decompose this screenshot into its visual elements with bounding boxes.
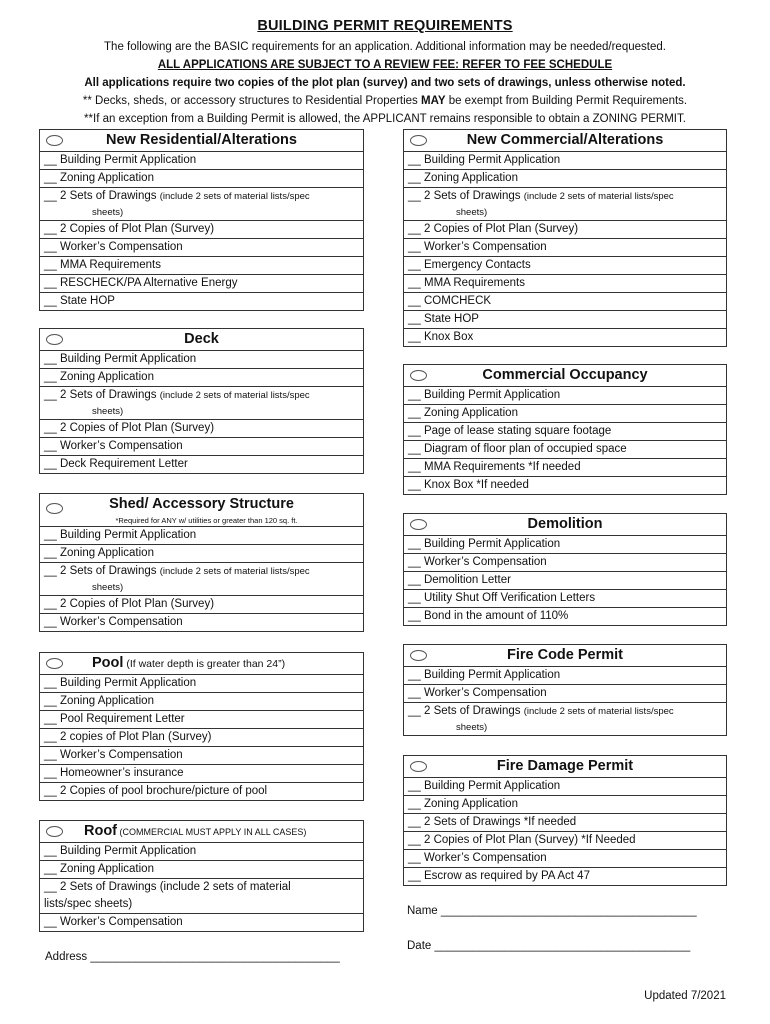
- list-item: __ Worker’s Compensation: [44, 616, 183, 628]
- address-field[interactable]: Address _______________________________________: [45, 951, 340, 963]
- list-item: __ 2 Copies of Plot Plan (Survey): [404, 221, 726, 239]
- box-title: Fire Damage Permit: [496, 758, 634, 774]
- list-item: __ Pool Requirement Letter: [40, 711, 363, 729]
- list-item: __ State HOP: [404, 311, 726, 329]
- zoning-notice: **If an exception from a Building Permit is allowed, the APPLICANT remains responsible to obtain a ZONING PERMIT.: [84, 113, 686, 125]
- list-item: __ Zoning Application: [404, 170, 726, 188]
- box-title: Fire Code Permit: [506, 647, 624, 663]
- box-header: [40, 329, 363, 351]
- item-text: __ 2 Sets of Drawings: [408, 190, 524, 202]
- item-note-cont: sheets): [456, 722, 488, 733]
- fire-code-box: [403, 644, 727, 736]
- list-item: __ Escrow as required by PA Act 47: [408, 870, 590, 882]
- item-text: __ 2 Sets of Drawings: [44, 389, 160, 401]
- list-item: __ Zoning Application: [404, 796, 726, 814]
- list-item: __ Zoning Application: [40, 693, 363, 711]
- list-item: [40, 563, 363, 596]
- list-item: __ Building Permit Application: [404, 667, 726, 685]
- list-item: __ 2 Copies of Plot Plan (Survey): [40, 221, 363, 239]
- item-text: __ 2 Sets of Drawings: [44, 190, 160, 202]
- item-note-cont: sheets): [92, 582, 124, 593]
- item-text: __ 2 Sets of Drawings: [408, 705, 524, 717]
- list-item: __ Homeowner’s insurance: [40, 765, 363, 783]
- box-title: New Residential/Alterations: [106, 132, 297, 148]
- list-item: __ 2 Copies of Plot Plan (Survey): [40, 596, 363, 614]
- exemption-text-a: ** Decks, sheds, or accessory structures to Residential Properties: [82, 95, 421, 107]
- box-title: Shed/ Accessory Structure: [109, 496, 294, 512]
- checkbox-oval[interactable]: [46, 826, 63, 837]
- list-item: __ COMCHECK: [404, 293, 726, 311]
- box-header: [40, 494, 363, 515]
- item-note: (include 2 sets of material lists/spec: [523, 191, 674, 202]
- item-note-cont: sheets): [92, 406, 124, 417]
- item-note-cont: sheets): [92, 207, 124, 218]
- list-item: __ 2 copies of Plot Plan (Survey): [40, 729, 363, 747]
- list-item: __ 2 Copies of pool brochure/picture of pool: [44, 785, 268, 797]
- list-item: __ Building Permit Application: [40, 843, 363, 861]
- plot-plan-notice: All applications require two copies of the plot plan (survey) and two sets of drawings, unless otherwise noted.: [84, 77, 686, 89]
- new-residential-box: [39, 129, 364, 311]
- list-item: __ Zoning Application: [40, 170, 363, 188]
- item-text: __ 2 Sets of Drawings (include 2 sets of material: [44, 881, 291, 893]
- list-item: __ Deck Requirement Letter: [44, 458, 188, 470]
- item-note: (include 2 sets of material lists/spec: [159, 390, 310, 401]
- list-item: __ RESCHECK/PA Alternative Energy: [40, 275, 363, 293]
- list-item: __ Building Permit Application: [404, 778, 726, 796]
- list-item: __ 2 Sets of Drawings *If needed: [404, 814, 726, 832]
- roof-title-suffix: (COMMERCIAL MUST APPLY IN ALL CASES): [117, 827, 307, 837]
- list-item: __ Worker’s Compensation: [40, 438, 363, 456]
- date-field[interactable]: Date ________________________________________: [407, 940, 691, 952]
- box-header: [40, 653, 363, 675]
- list-item: __ Knox Box *If needed: [408, 479, 529, 491]
- box-title: Demolition: [527, 516, 603, 532]
- list-item: __ Zoning Application: [40, 861, 363, 879]
- list-item: __ Worker’s Compensation: [44, 916, 183, 928]
- list-item: __ Zoning Application: [404, 405, 726, 423]
- commercial-occupancy-box: [403, 364, 727, 495]
- list-item: __ Zoning Application: [40, 369, 363, 387]
- box-header: [404, 645, 726, 667]
- list-item: __ Page of lease stating square footage: [404, 423, 726, 441]
- list-item: [40, 879, 363, 914]
- list-item: __ Demolition Letter: [404, 572, 726, 590]
- list-item: __ Building Permit Application: [40, 675, 363, 693]
- list-item: __ Building Permit Application: [404, 152, 726, 170]
- name-field[interactable]: Name ________________________________________: [407, 905, 697, 917]
- item-text: __ 2 Sets of Drawings: [44, 565, 160, 577]
- list-item: [404, 703, 726, 735]
- exemption-may: MAY: [421, 95, 446, 107]
- box-title: Commercial Occupancy: [482, 367, 648, 383]
- item-note: (include 2 sets of material lists/spec: [523, 706, 674, 717]
- list-item: __ Bond in the amount of 110%: [408, 610, 569, 622]
- pool-title-text: Pool: [92, 655, 124, 671]
- checkbox-oval[interactable]: [46, 658, 63, 669]
- fee-notice: ALL APPLICATIONS ARE SUBJECT TO A REVIEW FEE: REFER TO FEE SCHEDULE: [157, 59, 613, 71]
- list-item: [404, 188, 726, 221]
- new-commercial-box: [403, 129, 727, 347]
- item-note: (include 2 sets of material lists/spec: [159, 191, 310, 202]
- document-title: BUILDING PERMIT REQUIREMENTS: [257, 18, 513, 34]
- box-header: [404, 130, 726, 152]
- list-item: __ State HOP: [44, 295, 115, 307]
- box-header: [404, 756, 726, 778]
- document-header: [0, 18, 770, 128]
- list-item: __ MMA Requirements: [404, 275, 726, 293]
- list-item: __ Building Permit Application: [40, 527, 363, 545]
- list-item: __ Worker’s Compensation: [404, 685, 726, 703]
- fire-damage-box: [403, 755, 727, 886]
- list-item: __ MMA Requirements *If needed: [404, 459, 726, 477]
- shed-note: *Required for ANY w/ utilities or greater than 120 sq. ft.: [40, 515, 363, 527]
- list-item: __ 2 Copies of Plot Plan (Survey) *If Needed: [404, 832, 726, 850]
- list-item: __ Zoning Application: [40, 545, 363, 563]
- demolition-box: [403, 513, 727, 626]
- box-header: [40, 130, 363, 152]
- list-item: __ Worker’s Compensation: [40, 239, 363, 257]
- box-header: [404, 514, 726, 536]
- list-item: [40, 188, 363, 221]
- list-item: __ 2 Copies of Plot Plan (Survey): [40, 420, 363, 438]
- list-item: __ Building Permit Application: [404, 387, 726, 405]
- box-title: Deck: [184, 331, 219, 347]
- shed-box: [39, 493, 364, 632]
- item-note-cont: sheets): [456, 207, 488, 218]
- list-item: __ Diagram of floor plan of occupied space: [404, 441, 726, 459]
- list-item: __ Building Permit Application: [404, 536, 726, 554]
- list-item: __ Worker’s Compensation: [404, 850, 726, 868]
- roof-title-text: Roof: [84, 823, 118, 839]
- list-item: __ Building Permit Application: [40, 351, 363, 369]
- roof-box: [39, 820, 364, 932]
- updated-date: Updated 7/2021: [644, 990, 726, 1002]
- list-item: __ MMA Requirements: [40, 257, 363, 275]
- box-title: New Commercial/Alterations: [466, 132, 664, 148]
- pool-box: [39, 652, 364, 801]
- list-item: __ Worker’s Compensation: [404, 239, 726, 257]
- list-item: [40, 387, 363, 420]
- list-item: __ Worker’s Compensation: [40, 747, 363, 765]
- deck-box: [39, 328, 364, 474]
- list-item: __ Utility Shut Off Verification Letters: [404, 590, 726, 608]
- exemption-text-c: be exempt from Building Permit Requirements.: [445, 95, 688, 107]
- exemption-notice: [0, 92, 770, 110]
- box-header: [40, 821, 363, 843]
- item-note: (include 2 sets of material lists/spec: [159, 566, 310, 577]
- list-item: __ Knox Box: [408, 331, 474, 343]
- box-title: [84, 823, 363, 839]
- list-item: __ Emergency Contacts: [404, 257, 726, 275]
- list-item: __ Building Permit Application: [40, 152, 363, 170]
- pool-title-suffix: (If water depth is greater than 24”): [123, 658, 286, 670]
- intro-line: The following are the BASIC requirements for an application. Additional information may be needed/requested.: [104, 41, 666, 53]
- item-note-cont: lists/spec sheets): [44, 898, 133, 910]
- list-item: __ Worker’s Compensation: [404, 554, 726, 572]
- box-title: [92, 655, 363, 671]
- box-header: [404, 365, 726, 387]
